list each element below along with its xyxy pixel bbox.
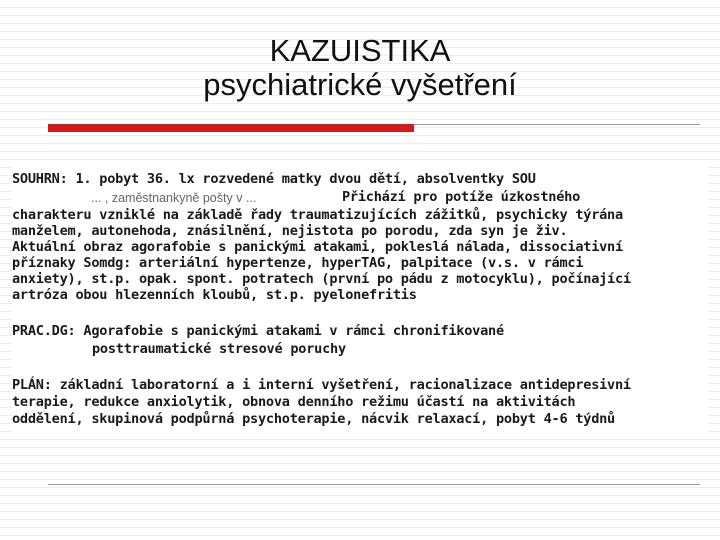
summary-line-8: artróza obou hlezenních kloubů, st.p. pyelonefritis [12, 287, 417, 303]
summary-line-3: charakteru vzniklé na základě řady traumatizujících zážitků, psychicky týrána [12, 207, 623, 223]
prac-dg-line-1: PRAC.DG: Agorafobie s panickými atakami v rámci chronifikované [12, 323, 504, 339]
prac-dg-line-2: posttraumatické stresové poruchy [92, 341, 346, 357]
plan-line-1: PLÁN: základní laboratorní a i interní vyšetření, racionalizace antidepresivní [12, 377, 631, 393]
slide-title-line-2: psychiatrické vyšetření [203, 67, 517, 102]
footer-divider [48, 484, 700, 485]
plan-line-2: terapie, redukce anxiolytik, obnova denního režimu účastí na aktivitách [12, 394, 576, 410]
summary-line-7: anxiety), st.p. opak. spont. potratech (první po pádu z motocyklu), počínající [12, 271, 631, 287]
slide-title-line-1: KAZUISTIKA [269, 33, 451, 68]
plan-line-3: oddělení, skupinová podpůrná psychoterapie, nácvik relaxací, pobyt 4-6 týdnů [12, 411, 615, 427]
summary-line-2: Přichází pro potíže úzkostného [342, 189, 581, 205]
summary-line-1: SOUHRN: 1. pobyt 36. lx rozvedené matky dvou dětí, absolventky SOU [12, 171, 536, 187]
redacted-note: ... , zaměstnankyně pošty v ... [88, 191, 259, 205]
summary-line-5: Aktuální obraz agorafobie s panickými atakami, pokleslá nálada, dissociativní [12, 239, 623, 255]
title-accent-bar [48, 124, 414, 132]
slide-title [0, 34, 720, 102]
summary-line-4: manželem, autonehoda, znásilnění, nejistota po porodu, zda syn je živ. [12, 223, 568, 239]
summary-line-6: příznaky Somdg: arteriální hypertenze, hyperTAG, palpitace (v.s. v rámci [12, 255, 584, 271]
